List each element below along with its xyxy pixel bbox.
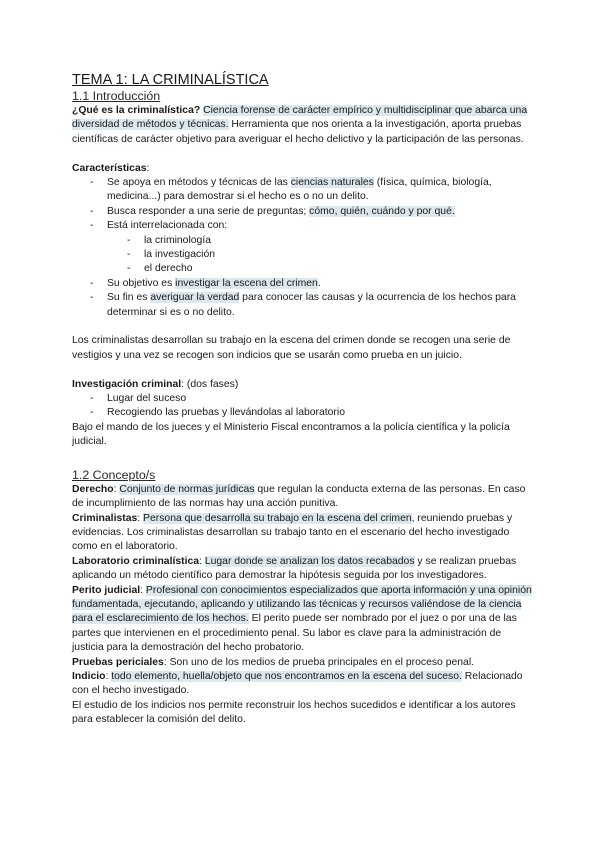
item-text: Su fin es bbox=[107, 292, 151, 304]
concept-indicio bbox=[72, 670, 532, 699]
section-heading-introduccion: 1.1 Introducción bbox=[72, 89, 161, 103]
highlight-text: todo elemento, huella/objeto que nos encontramos en la escena del suceso. bbox=[111, 670, 462, 682]
highlight-text: cómo, quién, cuándo y por qué. bbox=[309, 205, 455, 217]
term-label: Laboratorio criminalística bbox=[72, 555, 200, 567]
term-label: Perito judicial bbox=[72, 584, 141, 596]
investigacion-label: Investigación criminal bbox=[72, 378, 182, 390]
term-label: Derecho bbox=[72, 483, 114, 495]
term-label: Criminalistas bbox=[72, 512, 138, 524]
document-title: TEMA 1: LA CRIMINALÍSTICA bbox=[72, 72, 269, 88]
item-text: Se apoya en métodos y técnicas de las bbox=[107, 177, 291, 189]
question-label: ¿Qué es la criminalística? bbox=[72, 105, 201, 116]
item-text: Busca responder a una serie de preguntas; bbox=[107, 205, 310, 217]
item-text: . bbox=[317, 277, 321, 289]
investigacion-rest: : (dos fases) bbox=[181, 378, 239, 390]
criminalistas-paragraph: Los criminalistas desarrollan su trabajo en la escena del crimen donde se recogen una serie de vestigios y una vez se recogen son indicios que se usarán como prueba en un juicio. bbox=[72, 335, 511, 361]
investigacion-heading bbox=[72, 378, 532, 392]
highlight-text: Profesional con conocimientos especializados que aporta información y una opinión fundamentada, ejecutando, aplicando y utilizando las técnicas y recursos valiéndose de la ciencia para el esclarecimiento de los hechos. bbox=[72, 584, 532, 625]
highlight-text: Conjunto de normas jurídicas bbox=[119, 483, 255, 495]
term-label: Indicio bbox=[72, 670, 106, 682]
definition-rest: Herramienta que nos orienta a la investigación, aporta pruebas científicas de carácter objetivo para averiguar el hecho delictivo y la participación de las personas. bbox=[72, 119, 524, 145]
concept-perito bbox=[72, 584, 532, 656]
item-text: para conocer las causas y la ocurrencia de los hechos para determinar si es o no delito. bbox=[107, 292, 516, 318]
caracteristicas-colon: : bbox=[146, 162, 150, 174]
highlight-definition: Ciencia forense de carácter empírico y multidisciplinar que abarca una diversidad de métodos y técnicas. bbox=[72, 105, 528, 131]
highlight-text: Persona que desarrolla su trabajo en la escena del crimen bbox=[143, 512, 412, 524]
sub-list-item: - la investigación bbox=[72, 248, 532, 262]
item-text: (física, química, biología, medicina...) para demostrar si el hecho es o no un delito. bbox=[107, 177, 492, 203]
document-page bbox=[72, 72, 532, 728]
list-item: - Lugar del suceso bbox=[72, 392, 532, 406]
list-item bbox=[72, 176, 532, 205]
list-item: - Recogiendo las pruebas y llevándolas al laboratorio bbox=[72, 406, 532, 420]
term-colon: : bbox=[105, 670, 112, 682]
sub-list bbox=[72, 234, 532, 277]
caracteristicas-list bbox=[72, 176, 532, 320]
criminalistica-definition bbox=[72, 104, 532, 147]
concept-pruebas bbox=[72, 656, 532, 670]
highlight-text: Lugar donde se analizan los datos recabados bbox=[204, 555, 415, 567]
concept-derecho bbox=[72, 483, 532, 512]
term-colon: : bbox=[140, 584, 146, 596]
term-colon: : bbox=[113, 483, 120, 495]
term-label: Pruebas periciales bbox=[72, 656, 164, 668]
sub-list-item: - el derecho bbox=[72, 262, 532, 276]
term-rest: y se realizan pruebas aplicando un método científico para demostrar la hipótesis seguida por los investigadores. bbox=[72, 555, 517, 582]
item-text: Su objetivo es bbox=[107, 277, 176, 289]
highlight-text: averiguar la verdad bbox=[150, 292, 240, 304]
concept-laboratorio bbox=[72, 555, 532, 584]
section-heading-conceptos: 1.2 Concepto/s bbox=[72, 467, 156, 482]
investigacion-list bbox=[72, 392, 532, 421]
term-colon: : bbox=[199, 555, 205, 567]
final-paragraph: El estudio de los indicios nos permite reconstruir los hechos sucedidos e identificar a los autores para establecer la comisión del delito. bbox=[72, 699, 516, 726]
highlight-text: investigar la escena del crimen bbox=[175, 277, 318, 289]
sub-list-item: - la criminología bbox=[72, 234, 532, 248]
list-item bbox=[72, 205, 532, 219]
list-item bbox=[72, 291, 532, 320]
term-rest: Relacionado con el hecho investigado. bbox=[72, 670, 523, 697]
item-text: Está interrelacionada con: bbox=[107, 220, 228, 232]
list-item bbox=[72, 219, 532, 277]
caracteristicas-heading bbox=[72, 162, 532, 176]
concept-criminalistas bbox=[72, 512, 532, 555]
highlight-text: ciencias naturales bbox=[290, 177, 374, 189]
term-rest: que regulan la conducta externa de las personas. En caso de incumplimiento de las normas hay una acción punitiva. bbox=[72, 483, 526, 510]
term-rest: : Son uno de los medios de prueba principales en el proceso penal. bbox=[163, 656, 475, 668]
term-rest: El perito puede ser nombrado por el juez o por una de las partes que intervienen en el procedimiento penal. Su labor es clave para la administración de justicia para la demostración del hecho probatorio. bbox=[72, 613, 517, 654]
list-item bbox=[72, 277, 532, 291]
term-rest: , reuniendo pruebas y evidencias. Los criminalistas desarrollan su trabajo tanto en el escenario del hecho investigado como en el laboratorio. bbox=[72, 512, 513, 553]
investigacion-after: Bajo el mando de los jueces y el Ministerio Fiscal encontramos a la policía científica y la policía judicial. bbox=[72, 421, 510, 448]
caracteristicas-label: Características bbox=[72, 162, 147, 174]
term-colon: : bbox=[137, 512, 144, 524]
